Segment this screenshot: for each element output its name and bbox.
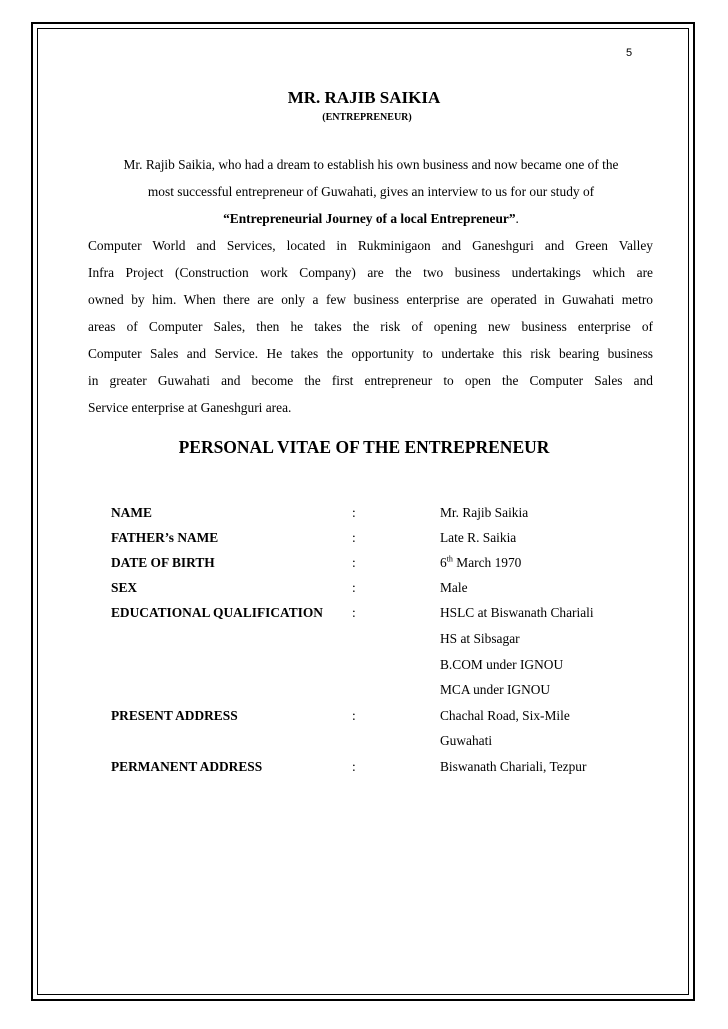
dob-day: 6	[440, 555, 447, 570]
colon: :	[352, 708, 356, 723]
page-number: 5	[626, 47, 633, 59]
document-title: MR. RAJIB SAIKIA	[287, 88, 441, 107]
education-value: HS at Sibsagar	[440, 631, 520, 646]
colon: :	[352, 555, 356, 570]
dob-ordinal: th	[446, 554, 453, 564]
vitae-row-education	[0, 605, 728, 625]
vitae-row-education-3	[0, 657, 728, 677]
present-address-label: PRESENT ADDRESS	[111, 708, 238, 723]
body-line-1: Computer World and Services, located in Rukminigaon and Ganeshguri and Green Valley	[88, 238, 653, 253]
intro-period: .	[515, 211, 519, 226]
intro-line-3	[88, 211, 654, 227]
vitae-heading: PERSONAL VITAE OF THE ENTREPRENEUR	[178, 437, 550, 457]
vitae-row-father	[0, 530, 728, 550]
body-line-3: owned by him. When there are only a few business enterprise are operated in Guwahati metro	[88, 292, 653, 307]
intro-line-2: most successful entrepreneur of Guwahati, gives an interview to us for our study of	[147, 184, 595, 199]
vitae-row-education-2	[0, 631, 728, 651]
colon: :	[352, 605, 356, 620]
intro-line-1: Mr. Rajib Saikia, who had a dream to establish his own business and now became one of the	[123, 157, 619, 172]
sex-value: Male	[440, 580, 468, 595]
education-label: EDUCATIONAL QUALIFICATION	[111, 605, 323, 620]
document-subtitle: (ENTREPRENEUR)	[322, 112, 412, 123]
vitae-row-present-address	[0, 708, 728, 728]
vitae-row-name	[0, 505, 728, 525]
vitae-row-present-address-2	[0, 733, 728, 753]
dob-value	[440, 555, 521, 571]
permanent-address-value: Biswanath Chariali, Tezpur	[440, 759, 587, 774]
name-label: NAME	[111, 505, 152, 520]
vitae-row-sex	[0, 580, 728, 600]
body-line-5: Computer Sales and Service. He takes the opportunity to undertake this risk bearing business	[88, 346, 653, 361]
present-address-value: Chachal Road, Six-Mile	[440, 708, 570, 723]
vitae-row-dob	[0, 555, 728, 575]
dob-label: DATE OF BIRTH	[111, 555, 215, 570]
education-value: MCA under IGNOU	[440, 682, 551, 697]
study-title: “Entrepreneurial Journey of a local Entrepreneur”	[223, 211, 516, 226]
body-line-4: areas of Computer Sales, then he takes the risk of opening new business enterprise of	[88, 319, 653, 334]
vitae-row-permanent-address	[0, 759, 728, 779]
colon: :	[352, 759, 356, 774]
dob-month-year: March 1970	[452, 555, 522, 570]
colon: :	[352, 530, 356, 545]
sex-label: SEX	[111, 580, 138, 595]
education-value: B.COM under IGNOU	[440, 657, 564, 672]
body-line-2: Infra Project (Construction work Company) are the two business undertakings which are	[88, 265, 653, 280]
colon: :	[352, 505, 356, 520]
vitae-row-education-4	[0, 682, 728, 702]
name-value: Mr. Rajib Saikia	[440, 505, 529, 520]
permanent-address-label: PERMANENT ADDRESS	[111, 759, 263, 774]
education-value: HSLC at Biswanath Chariali	[440, 605, 594, 620]
father-label: FATHER’s NAME	[111, 530, 219, 545]
body-line-6: in greater Guwahati and become the first entrepreneur to open the Computer Sales and	[88, 373, 653, 388]
father-value: Late R. Saikia	[440, 530, 517, 545]
body-line-7: Service enterprise at Ganeshguri area.	[88, 400, 292, 415]
present-address-value: Guwahati	[440, 733, 493, 748]
colon: :	[352, 580, 356, 595]
